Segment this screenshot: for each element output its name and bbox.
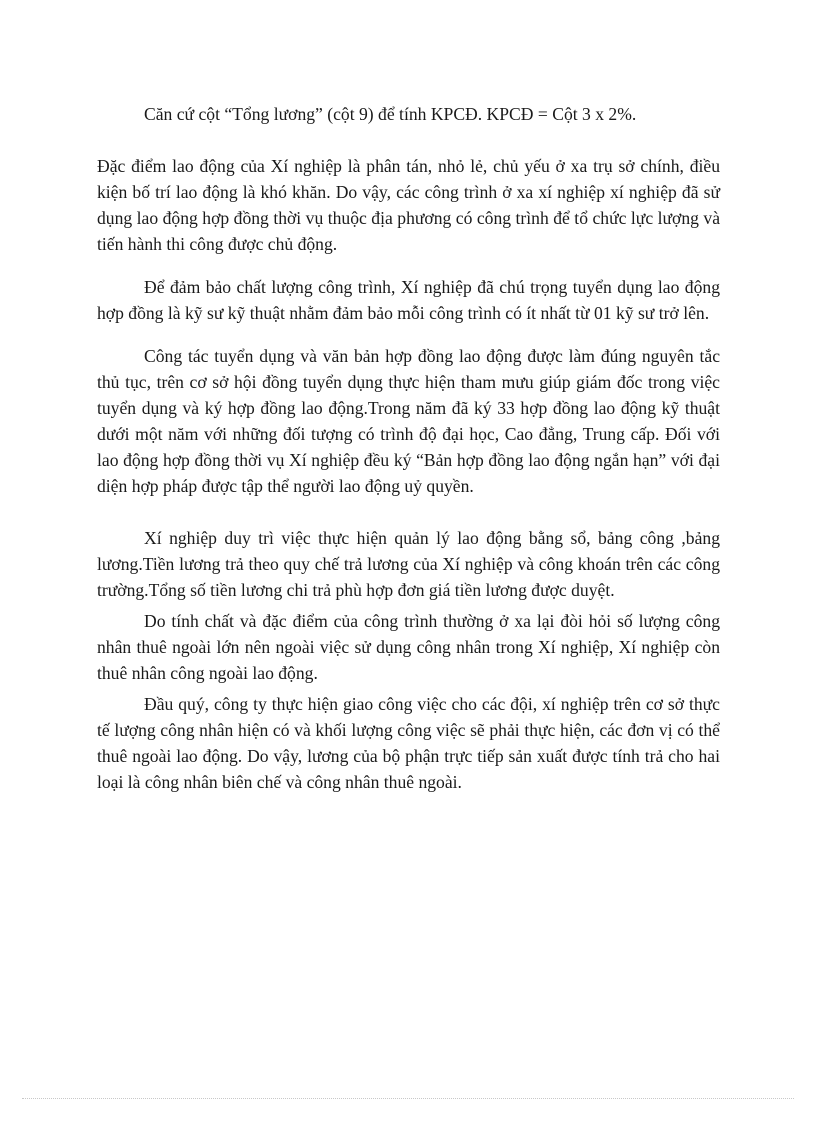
- page-bottom-divider: [22, 1098, 794, 1099]
- paragraph-quality-assurance: Để đảm bảo chất lượng công trình, Xí nghiệp đã chú trọng tuyển dụng lao động hợp đồng là kỹ sư kỹ thuật nhằm đảm bảo mỗi công trình có ít nhất từ 01 kỹ sư trở lên.: [97, 277, 720, 323]
- paragraph-quarterly-assignment: Đầu quý, công ty thực hiện giao công việc cho các đội, xí nghiệp trên cơ sở thực tế lượng công nhân hiện có và khối lượng công việc sẽ phải thực hiện, các đơn vị có thể thuê ngoài lao động. Do vậy, lương của bộ phận trực tiếp sản xuất được tính trả cho hai loại là công nhân biên chế và công nhân thuê ngoài.: [97, 694, 720, 792]
- paragraph-kpcd-formula: Căn cứ cột “Tổng lương” (cột 9) để tính KPCĐ. KPCĐ = Cột 3 x 2%.: [144, 104, 637, 124]
- paragraph-labor-characteristics: Đặc điểm lao động của Xí nghiệp là phân tán, nhỏ lẻ, chủ yếu ở xa trụ sở chính, điều kiện bố trí lao động là khó khăn. Do vậy, các công trình ở xa xí nghiệp xí nghiệp đã sử dụng lao động hợp đồng thời vụ thuộc địa phương có công trình để tổ chức lực lượng và tiến hành thi công được chủ động.: [97, 156, 720, 254]
- paragraph-recruitment: Công tác tuyển dụng và văn bản hợp đồng lao động được làm đúng nguyên tắc thủ tục, trên cơ sở hội đồng tuyển dụng thực hiện tham mưu giúp giám đốc trong việc tuyển dụng và ký hợp đồng lao động.Trong năm đã ký 33 hợp đồng lao động kỹ thuật dưới một năm với những đối tượng có trình độ đại học, Cao đẳng, Trung cấp. Đối với lao động hợp đồng thời vụ Xí nghiệp đều ký “Bản hợp đồng lao động ngắn hạn” với đại diện hợp pháp được tập thể người lao động uỷ quyền.: [97, 346, 720, 496]
- document-body: [97, 101, 720, 795]
- paragraph-labor-management: Xí nghiệp duy trì việc thực hiện quản lý lao động bằng sổ, bảng công ,bảng lương.Tiền lương trả theo quy chế trả lương của Xí nghiệp và công khoán trên các công trường.Tổng số tiền lương chi trả phù hợp đơn giá tiền lương được duyệt.: [97, 528, 720, 600]
- paragraph-outsourced-workers: Do tính chất và đặc điểm của công trình thường ở xa lại đòi hỏi số lượng công nhân thuê ngoài lớn nên ngoài việc sử dụng công nhân trong Xí nghiệp, Xí nghiệp còn thuê nhân công ngoài lao động.: [97, 611, 720, 683]
